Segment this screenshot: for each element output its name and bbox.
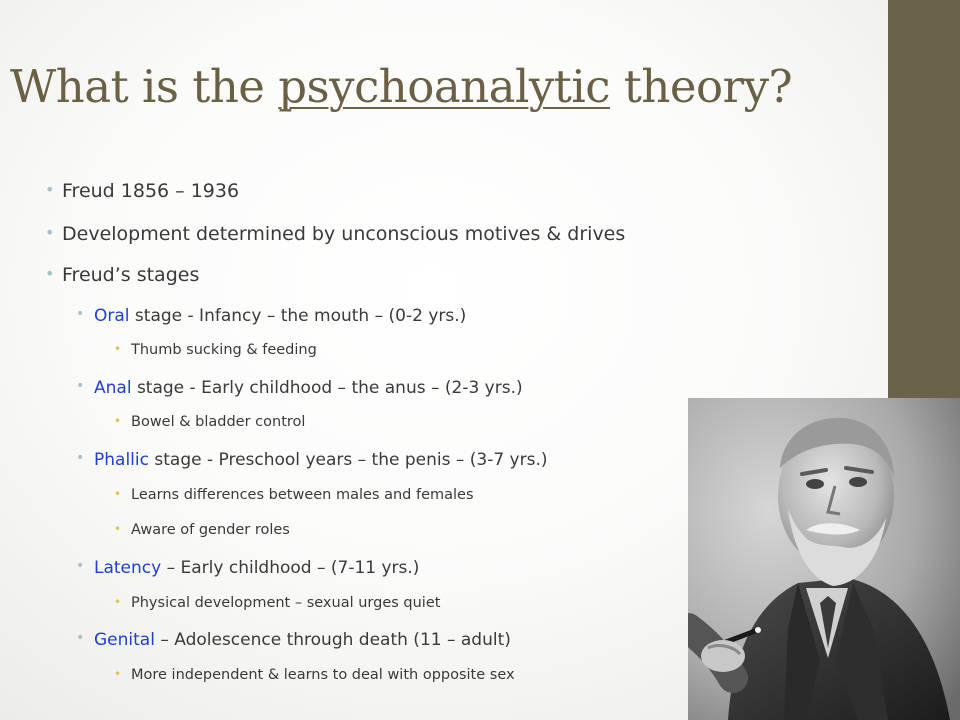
stage-name: Anal	[94, 378, 132, 398]
bullet-freud-dates	[45, 180, 240, 202]
stage-detail-text: Learns differences between males and females	[131, 487, 474, 503]
bullet-dot-icon: •	[76, 378, 85, 394]
stage-detail	[114, 667, 515, 683]
bullet-dot-icon: •	[45, 180, 55, 199]
stage-phallic	[76, 450, 548, 470]
stage-name: Phallic	[94, 450, 149, 470]
bullet-stages	[45, 264, 200, 286]
stage-detail-text: Physical development – sexual urges quiet	[131, 595, 441, 611]
title-prefix: What is the	[10, 60, 279, 113]
stage-description: stage - Early childhood – the anus – (2-3 yrs.)	[131, 378, 523, 398]
stage-latency	[76, 558, 420, 578]
bullet-dot-icon: •	[76, 306, 85, 322]
stage-description: stage - Infancy – the mouth – (0-2 yrs.)	[129, 306, 467, 326]
title-keyword: psychoanalytic	[278, 60, 610, 113]
bullet-dot-icon: •	[76, 450, 85, 466]
bullet-dot-icon: •	[114, 342, 122, 356]
bullet-dot-icon: •	[114, 667, 122, 681]
stage-detail	[114, 414, 306, 430]
bullet-dot-icon: •	[45, 264, 55, 283]
bullet-text: Freud’s stages	[62, 264, 200, 286]
stage-detail	[114, 595, 441, 611]
stage-detail	[114, 487, 474, 503]
bullet-dot-icon: •	[76, 630, 85, 646]
title-suffix: theory?	[609, 60, 793, 113]
stage-description: – Adolescence through death (11 – adult)	[154, 630, 511, 650]
bullet-text: Development determined by unconscious motives & drives	[62, 223, 626, 245]
stage-detail-text: Thumb sucking & feeding	[131, 342, 317, 358]
bullet-dot-icon: •	[114, 487, 122, 501]
stage-genital	[76, 630, 511, 650]
bullet-dot-icon: •	[114, 414, 122, 428]
bullet-dot-icon: •	[114, 595, 122, 609]
stage-oral	[76, 306, 467, 326]
stage-name: Oral	[94, 306, 130, 326]
bullet-dot-icon: •	[114, 522, 122, 536]
bullet-dot-icon: •	[45, 223, 55, 242]
stage-detail-text: More independent & learns to deal with opposite sex	[131, 667, 515, 683]
bullet-development	[45, 223, 626, 245]
bullet-dot-icon: •	[76, 558, 85, 574]
stage-description: – Early childhood – (7-11 yrs.)	[161, 558, 420, 578]
stage-name: Latency	[94, 558, 162, 578]
stage-detail	[114, 342, 317, 358]
stage-detail	[114, 522, 290, 538]
stage-description: stage - Preschool years – the penis – (3-7 yrs.)	[148, 450, 548, 470]
bullet-text: Freud 1856 – 1936	[62, 180, 240, 202]
stage-detail-text: Aware of gender roles	[131, 522, 290, 538]
stage-detail-text: Bowel & bladder control	[131, 414, 306, 430]
stage-name: Genital	[94, 630, 155, 650]
stage-anal	[76, 378, 523, 398]
portrait-photo-icon	[688, 398, 960, 720]
